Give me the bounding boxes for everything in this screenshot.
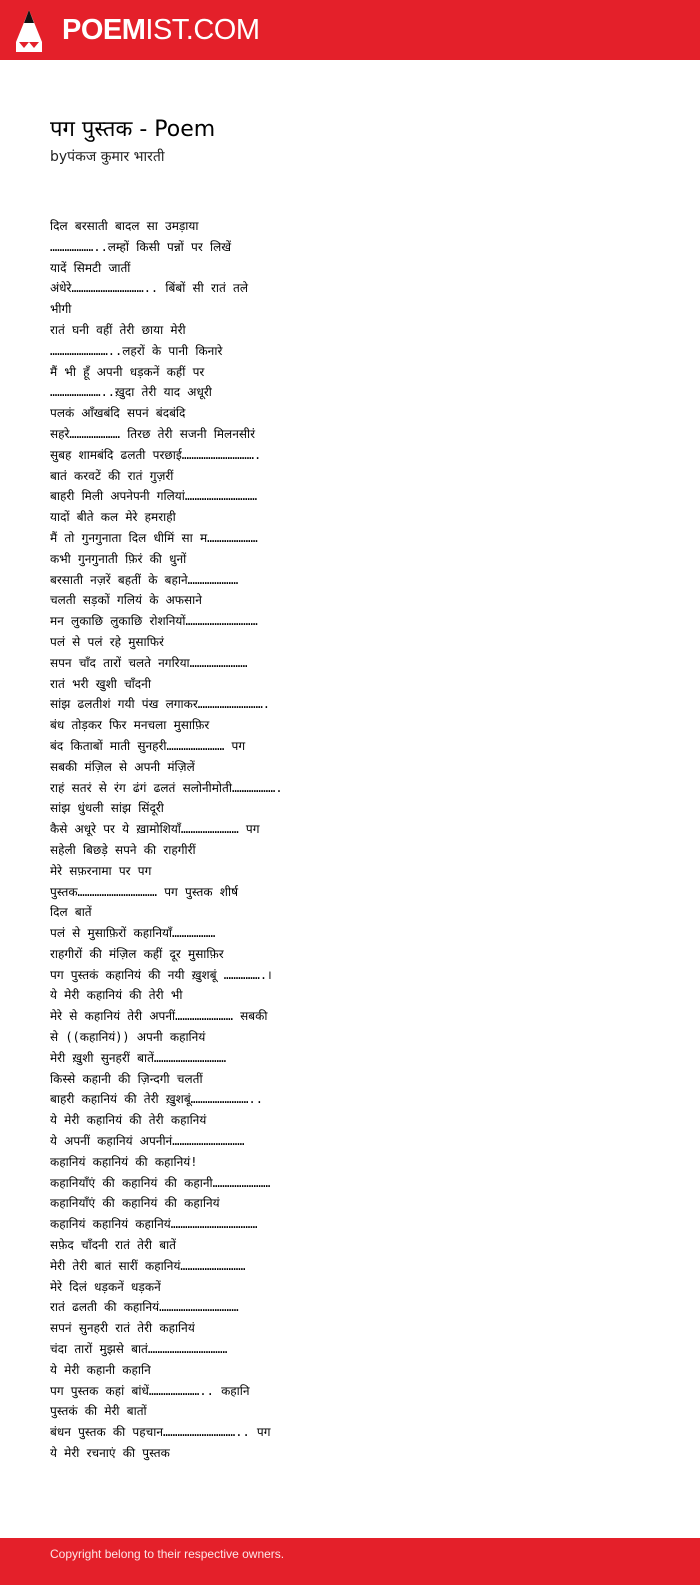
poem-line: मैं तो गुनगुनाता दिल धीमिं सा म………………… — [50, 530, 258, 545]
poem-line: सहेली बिछड़े सपने की राहगीरीं — [50, 842, 196, 857]
site-logo-link[interactable] — [62, 13, 260, 47]
poem-line: मेरे दिलं धड़कनें धड़कनें — [50, 1279, 161, 1294]
poem-line: रातं ढलती की कहानियं…………………………… — [50, 1300, 239, 1315]
poem-line: मेरे से कहानियं तेरी अपनीं…………………… सबकी — [50, 1009, 268, 1024]
poem-line: अंधेरे………………………….. बिंबों सी रातं तले — [50, 281, 249, 296]
poem-line: राहगीरों की मंज़िल कहीं दूर मुसाफ़िर — [50, 946, 224, 961]
poem-line: …………………..ख़ुदा तेरी याद अधूरी — [50, 385, 212, 400]
poem-line: रातं घनी वहीं तेरी छाया मेरी — [50, 322, 186, 337]
poem-line: राहं सतरं से रंग ढंगं ढलतं सलोनीमोती………………. — [50, 780, 283, 795]
poem-line: बाहरी मिली अपनेपनी गलियां………………………… — [50, 489, 258, 504]
poem-line: पुस्तकं की मेरी बातों — [50, 1404, 147, 1419]
author-link[interactable]: पंकज कुमार भारती — [67, 149, 165, 165]
poem-line: मन लुकाछि लुकाछि रोशनियों………………………… — [50, 614, 258, 629]
poem-line: ……………………..लहरों के पानी किनारे — [50, 343, 223, 358]
poem-line: बंधन पुस्तक की पहचान………………………….. पग — [50, 1425, 271, 1440]
poem-line: सफ़ेद चाँदनी रातं तेरी बातें — [50, 1238, 177, 1253]
poem-line: मैं भी हूँ अपनी धड़कनें कहीं पर — [50, 364, 205, 379]
poem-line: मेरी तेरी बातं सारीं कहानियं……………………… — [50, 1258, 246, 1273]
poem-line: पग पुस्तक कहां बांधें………………….. कहानि — [50, 1383, 250, 1398]
poem-line: कभी गुनगुनाती फ़िरं की धुनों — [50, 551, 187, 566]
site-footer — [0, 1538, 700, 1585]
poem-line: बाहरी कहानियं की तेरी ख़ुशबूं…………………….. — [50, 1092, 263, 1107]
poem-line: सहरे………………… तिरछ तेरी सजनी मिलनसीरं — [50, 426, 255, 441]
poem-line: सांझ ढलतीशं गयी पंख लगाकर………………………. — [50, 697, 271, 712]
poem-line: ये मेरी कहानी कहानि — [50, 1362, 151, 1377]
poem-line: पग पुस्तकं कहानियं की नयी ख़ुशबूं …………….। — [50, 967, 272, 982]
poem-line: बरसाती नज़रें बहतीं के बहाने………………… — [50, 572, 239, 587]
byline — [50, 148, 164, 166]
poem-line: दिल बरसाती बादल सा उमड़ाया — [50, 219, 199, 233]
poem-line: सबकी मंज़िल से अपनी मंज़िलें — [50, 759, 195, 774]
poem-line: सांझ धुंधली सांझ सिंदूरी — [50, 801, 164, 816]
poem-line: पलकं आँखबंदि सपनं बंदबंदि — [50, 406, 186, 421]
poem-line: दिल बातें — [50, 905, 92, 920]
poem-line: मेरे सफ़रनामा पर पग — [50, 863, 152, 878]
poem-line: यादों बीते कल मेरे हमराही — [50, 510, 176, 525]
poem-line: चंदा तारों मुझसे बातं…………………………… — [50, 1342, 228, 1357]
poem-line: यादें सिमटी जातीं — [50, 260, 131, 275]
poem-line: भीगी — [50, 302, 72, 317]
poem-line: सुबह शामबंदि ढलती परछाई…………………………. — [50, 447, 262, 462]
poem-line: सपन चाँद तारों चलते नगरिया…………………… — [50, 655, 248, 670]
poem-body — [50, 216, 380, 1464]
copyright-text: Copyright belong to their respective owners. — [50, 1547, 285, 1561]
poem-title: पग पुस्तक - Poem — [50, 117, 216, 142]
brand-light-text: IST.COM — [145, 14, 260, 46]
poem-line: बंध तोड़कर फिर मनचला मुसाफ़िर — [50, 718, 210, 733]
poem-line: रातं भरी खुशी चाँदनी — [50, 676, 151, 691]
poem-line: कहानियं कहानियं कहानियं……………………………… — [50, 1217, 258, 1232]
brand-bold-text: POEM — [62, 14, 146, 46]
poem-line: पलं से पलं रहे मुसाफिरं — [50, 634, 164, 649]
poem-line: पुस्तक…………………………… पग पुस्तक शीर्ष — [50, 884, 239, 899]
poem-line: ये मेरी कहानियं की तेरी भी — [50, 988, 183, 1003]
poem-line: से ((कहानियं)) अपनी कहानियं — [50, 1030, 206, 1045]
poem-line: किस्से कहानी की ज़िन्दगी चलतीं — [50, 1071, 203, 1086]
poem-line: बंद किताबों माती सुनहरी…………………… पग — [50, 738, 246, 753]
poem-line: कहानियाँएं की कहानियं की कहानियं — [50, 1196, 220, 1211]
poem-line: कहानियं कहानियं की कहानियं! — [50, 1154, 198, 1169]
poem-line: ये अपनीं कहानियं अपनीनं………………………… — [50, 1134, 245, 1149]
poem-line: मेरी ख़ुशी सुनहरीं बातें………………………… — [50, 1050, 227, 1065]
poem-line: ………………..लम्हों किसी पन्नों पर लिखें — [50, 239, 232, 254]
poem-line: बातं करवटें की रातं गुज़रीं — [50, 468, 174, 483]
poem-line: सपनं सुनहरी रातं तेरी कहानियं — [50, 1321, 195, 1336]
by-label: by — [50, 149, 68, 165]
site-header — [0, 0, 700, 60]
poem-line: ये मेरी रचनाएं की पुस्तक — [50, 1446, 170, 1461]
poem-line: कैसे अधूरे पर ये ख़ामोशियाँ…………………… पग — [50, 822, 260, 837]
pencil-icon[interactable] — [16, 10, 42, 52]
poem-line: पलं से मुसाफ़िरों कहानियाँ……………… — [50, 926, 216, 941]
poem-line: चलती सड़कों गलियं के अफसाने — [50, 593, 202, 608]
poem-line: ये मेरी कहानियं की तेरी कहानियं — [50, 1113, 207, 1128]
poem-line: कहानियाँएं की कहानियं की कहानी…………………… — [50, 1175, 271, 1190]
